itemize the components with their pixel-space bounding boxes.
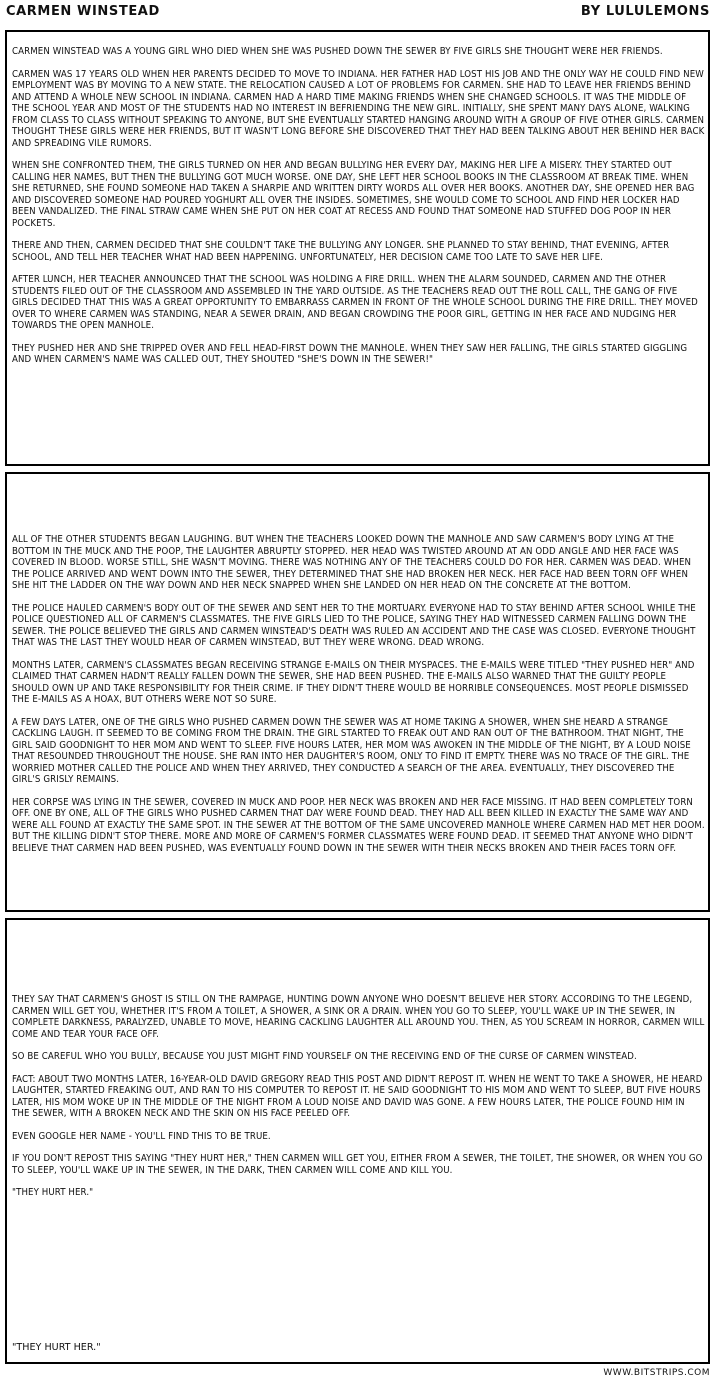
- comic-author: BY LULULEMONS: [580, 4, 710, 19]
- paragraph: "THEY HURT HER.": [12, 1187, 94, 1198]
- panel-text: [12, 534, 705, 865]
- paragraph: EVEN GOOGLE HER NAME - YOU'LL FIND THIS TO BE TRUE.: [12, 1130, 271, 1142]
- comic-title: CARMEN WINSTEAD: [6, 4, 160, 19]
- paragraph: FACT: ABOUT TWO MONTHS LATER, 16-YEAR-OLD DAVID GREGORY READ THIS POST AND DIDN'T REPOST IT. WHEN HE WENT TO TAKE A SHOWER, HE HEARD LAUGHTER, STARTED FREAKING OUT, AND RAN TO HIS COMPUTER TO REPOST IT. HE SAID GOODNIGHT TO HIS MOM AND WENT TO SLEEP, BUT FIVE HOURS LATER, HIS MOM WOKE UP IN THE MIDDLE OF THE NIGHT FROM A LOUD NOISE AND DAVID WAS GONE. A FEW HOURS LATER, THE POLICE FOUND HIM IN THE SEWER, WITH A BROKEN NECK AND THE SKIN ON HIS FACE PEELED OFF.: [12, 1073, 703, 1119]
- site-credit: WWW.BITSTRIPS.COM: [603, 1368, 710, 1378]
- panel-text: [12, 994, 705, 1210]
- comic-panel-3: [5, 918, 710, 1364]
- paragraph: CARMEN WAS 17 YEARS OLD WHEN HER PARENTS DECIDED TO MOVE TO INDIANA. HER FATHER HAD LOST HIS JOB AND THE ONLY WAY HE COULD FIND NEW EMPLOYMENT WAS BY MOVING TO A NEW STATE. THE RELOCATION CAUSED A LOT OF PROBLEMS FOR CARMEN. SHE HAD TO LEAVE HER FRIENDS BEHIND AND ATTEND A WHOLE NEW SCHOOL IN INDIANA. CARMEN HAD A HARD TIME MAKING FRIENDS WHEN SHE CHANGED SCHOOLS. IT WAS THE MIDDLE OF THE SCHOOL YEAR AND MOST OF THE STUDENTS HAD NO INTEREST IN BEFRIENDING THE NEW GIRL. INITIALLY, SHE SPENT MANY DAYS ALONE, WALKING FROM CLASS TO CLASS WITHOUT SPEAKING TO ANYONE, BUT SHE EVENTUALLY STARTED HANGING AROUND WITH A GROUP OF FIVE OTHER GIRLS. CARMEN THOUGHT THESE GIRLS WERE HER FRIENDS, BUT IT WASN'T LONG BEFORE SHE DISCOVERED THAT THEY HAD BEEN TALKING ABOUT HER BEHIND HER BACK AND SPREADING VILE RUMORS.: [12, 68, 705, 149]
- comic-panel-2: [5, 472, 710, 912]
- paragraph: WHEN SHE CONFRONTED THEM, THE GIRLS TURNED ON HER AND BEGAN BULLYING HER EVERY DAY, MAKING HER LIFE A MISERY. THEY STARTED OUT CALLING HER NAMES, BUT THEN THE BULLYING GOT MUCH WORSE. ONE DAY, SHE LEFT HER SCHOOL BOOKS IN THE CLASSROOM AT BREAK TIME. WHEN SHE RETURNED, SHE FOUND SOMEONE HAD TAKEN A SHARPIE AND WRITTEN DIRTY WORDS ALL OVER HER BOOKS. ANOTHER DAY, SHE OPENED HER BAG AND DISCOVERED SOMEONE HAD POURED YOGHURT ALL OVER THE INSIDES. SOMETIMES, SHE WOULD COME TO SCHOOL AND FIND HER LOCKER HAD BEEN VANDALIZED. THE FINAL STRAW CAME WHEN SHE PUT ON HER COAT AT RECESS AND FOUND THAT SOMEONE HAD STUFFED DOG POOP IN HER POCKETS.: [12, 160, 695, 229]
- panel-text: [12, 46, 705, 377]
- paragraph: MONTHS LATER, CARMEN'S CLASSMATES BEGAN RECEIVING STRANGE E-MAILS ON THEIR MYSPACES. THE E-MAILS WERE TITLED "THEY PUSHED HER" AND CLAIMED THAT CARMEN HADN'T REALLY FALLEN DOWN THE SEWER, SHE HAD BEEN PUSHED. THE E-MAILS ALSO WARNED THAT THE GUILTY PEOPLE SHOULD OWN UP AND TAKE RESPONSIBILITY FOR THEIR CRIME. IF THEY DIDN'T THERE WOULD BE HORRIBLE CONSEQUENCES. MOST PEOPLE DISMISSED THE E-MAILS AS A HOAX, BUT OTHERS WERE NOT SO SURE.: [12, 659, 695, 705]
- paragraph: THEY PUSHED HER AND SHE TRIPPED OVER AND FELL HEAD-FIRST DOWN THE MANHOLE. WHEN THEY SAW HER FALLING, THE GIRLS STARTED GIGGLING AND WHEN CARMEN'S NAME WAS CALLED OUT, THEY SHOUTED "SHE'S DOWN IN THE SEWER!": [12, 342, 688, 365]
- paragraph: CARMEN WINSTEAD WAS A YOUNG GIRL WHO DIED WHEN SHE WAS PUSHED DOWN THE SEWER BY FIVE GIRLS SHE THOUGHT WERE HER FRIENDS.: [12, 46, 663, 57]
- paragraph: ALL OF THE OTHER STUDENTS BEGAN LAUGHING. BUT WHEN THE TEACHERS LOOKED DOWN THE MANHOLE AND SAW CARMEN'S BODY LYING AT THE BOTTOM IN THE MUCK AND THE POOP, THE LAUGHTER ABRUPTLY STOPPED. HER HEAD WAS TWISTED AROUND AT AN ODD ANGLE AND HER FACE WAS COVERED IN BLOOD. WORSE STILL, SHE WASN'T MOVING. THERE WAS NOTHING ANY OF THE TEACHERS COULD DO FOR HER. CARMEN WAS DEAD. WHEN THE POLICE ARRIVED AND WENT DOWN INTO THE SEWER, THEY DETERMINED THAT SHE HAD BROKEN HER NECK. HER FACE HAD BEEN TORN OFF WHEN SHE HIT THE LADDER ON THE WAY DOWN AND HER NECK SNAPPED WHEN SHE LANDED ON HER HEAD ON THE CONCRETE AT THE BOTTOM.: [12, 534, 692, 591]
- paragraph: SO BE CAREFUL WHO YOU BULLY, BECAUSE YOU JUST MIGHT FIND YOURSELF ON THE RECEIVING END OF THE CURSE OF CARMEN WINSTEAD.: [12, 1051, 637, 1062]
- paragraph: A FEW DAYS LATER, ONE OF THE GIRLS WHO PUSHED CARMEN DOWN THE SEWER WAS AT HOME TAKING A SHOWER, WHEN SHE HEARD A STRANGE CACKLING LAUGH. IT SEEMED TO BE COMING FROM THE DRAIN. THE GIRL STARTED TO FREAK OUT AND RAN OUT OF THE BATHROOM. THAT NIGHT, THE GIRL SAID GOODNIGHT TO HER MOM AND WENT TO SLEEP. FIVE HOURS LATER, HER MOM WAS AWOKEN IN THE MIDDLE OF THE NIGHT, BY A LOUD NOISE THAT RESOUNDED THROUGHOUT THE HOUSE. SHE RAN INTO HER DAUGHTER'S ROOM, ONLY TO FIND IT EMPTY. THERE WAS NO TRACE OF THE GIRL. THE WORRIED MOTHER CALLED THE POLICE AND WHEN THEY ARRIVED, THEY CONDUCTED A SEARCH OF THE AREA. EVENTUALLY, THEY DISCOVERED THE GIRL'S GRISLY REMAINS.: [12, 716, 691, 785]
- paragraph: THEY SAY THAT CARMEN'S GHOST IS STILL ON THE RAMPAGE, HUNTING DOWN ANYONE WHO DOESN'T BELIEVE HER STORY. ACCORDING TO THE LEGEND, CARMEN WILL GET YOU, WHETHER IT'S FROM A TOILET, A SHOWER, A SINK OR A DRAIN. WHEN YOU GO TO SLEEP, YOU'LL WAKE UP IN THE SEWER, IN COMPLETE DARKNESS, PARALYZED, UNABLE TO MOVE, HEARING CACKLING LAUGHTER ALL AROUND YOU. THEN, AS YOU SCREAM IN HORROR, CARMEN WILL COME AND TEAR YOUR FACE OFF.: [12, 994, 705, 1040]
- paragraph: IF YOU DON'T REPOST THIS SAYING "THEY HURT HER," THEN CARMEN WILL GET YOU, EITHER FROM A SEWER, THE TOILET, THE SHOWER, OR WHEN YOU GO TO SLEEP, YOU'LL WAKE UP IN THE SEWER, IN THE DARK, THEN CARMEN WILL COME AND KILL YOU.: [12, 1153, 703, 1176]
- footer-quote: "THEY HURT HER.": [12, 1342, 101, 1353]
- paragraph: THERE AND THEN, CARMEN DECIDED THAT SHE COULDN'T TAKE THE BULLYING ANY LONGER. SHE PLANNED TO STAY BEHIND, THAT EVENING, AFTER SCHOOL, AND TELL HER TEACHER WHAT HAD BEEN HAPPENING. UNFORTUNATELY, HER DECISION CAME TOO LATE TO SAVE HER LIFE.: [12, 240, 670, 263]
- paragraph: HER CORPSE WAS LYING IN THE SEWER, COVERED IN MUCK AND POOP. HER NECK WAS BROKEN AND HER FACE MISSING. IT HAD BEEN COMPLETELY TORN OFF. ONE BY ONE, ALL OF THE GIRLS WHO PUSHED CARMEN THAT DAY WERE FOUND DEAD. THEY HAD ALL BEEN KILLED IN EXACTLY THE SAME WAY AND WERE ALL FOUND AT EXACTLY THE SAME SPOT. IN THE SEWER AT THE BOTTOM OF THE SAME UNCOVERED MANHOLE WHERE CARMEN HAD MET HER DOOM. BUT THE KILLING DIDN'T STOP THERE. MORE AND MORE OF CARMEN'S FORMER CLASSMATES WERE FOUND DEAD. IT SEEMED THAT ANYONE WHO DIDN'T BELIEVE THAT CARMEN HAD BEEN PUSHED, WAS EVENTUALLY FOUND DOWN IN THE SEWER WITH THEIR NECKS BROKEN AND THEIR FACES TORN OFF.: [12, 796, 705, 854]
- paragraph: AFTER LUNCH, HER TEACHER ANNOUNCED THAT THE SCHOOL WAS HOLDING A FIRE DRILL. WHEN THE ALARM SOUNDED, CARMEN AND THE OTHER STUDENTS FILED OUT OF THE CLASSROOM AND ASSEMBLED IN THE YARD OUTSIDE. AS THE TEACHERS READ OUT THE ROLL CALL, THE GANG OF FIVE GIRLS DECIDED THAT THIS WAS A GREAT OPPORTUNITY TO EMBARRASS CARMEN IN FRONT OF THE WHOLE SCHOOL DURING THE FIRE DRILL. THEY MOVED OVER TO WHERE CARMEN WAS STANDING, NEAR A SEWER DRAIN, AND BEGAN CROWDING THE POOR GIRL, GETTING IN HER FACE AND NUDGING HER TOWARDS THE OPEN MANHOLE.: [12, 274, 698, 331]
- comic-panel-1: [5, 30, 710, 466]
- paragraph: THE POLICE HAULED CARMEN'S BODY OUT OF THE SEWER AND SENT HER TO THE MORTUARY. EVERYONE HAD TO STAY BEHIND AFTER SCHOOL WHILE THE POLICE QUESTIONED ALL OF CARMEN'S CLASSMATES. THE FIVE GIRLS LIED TO THE POLICE, SAYING THEY HAD WITNESSED CARMEN FALLING DOWN THE SEWER. THE POLICE BELIEVED THE GIRLS AND CARMEN WINSTEAD'S DEATH WAS RULED AN ACCIDENT AND THE CASE WAS CLOSED. EVERYONE THOUGHT THAT WAS THE LAST THEY WOULD HEAR OF CARMEN WINSTEAD, BUT THEY WERE WRONG. DEAD WRONG.: [12, 602, 696, 648]
